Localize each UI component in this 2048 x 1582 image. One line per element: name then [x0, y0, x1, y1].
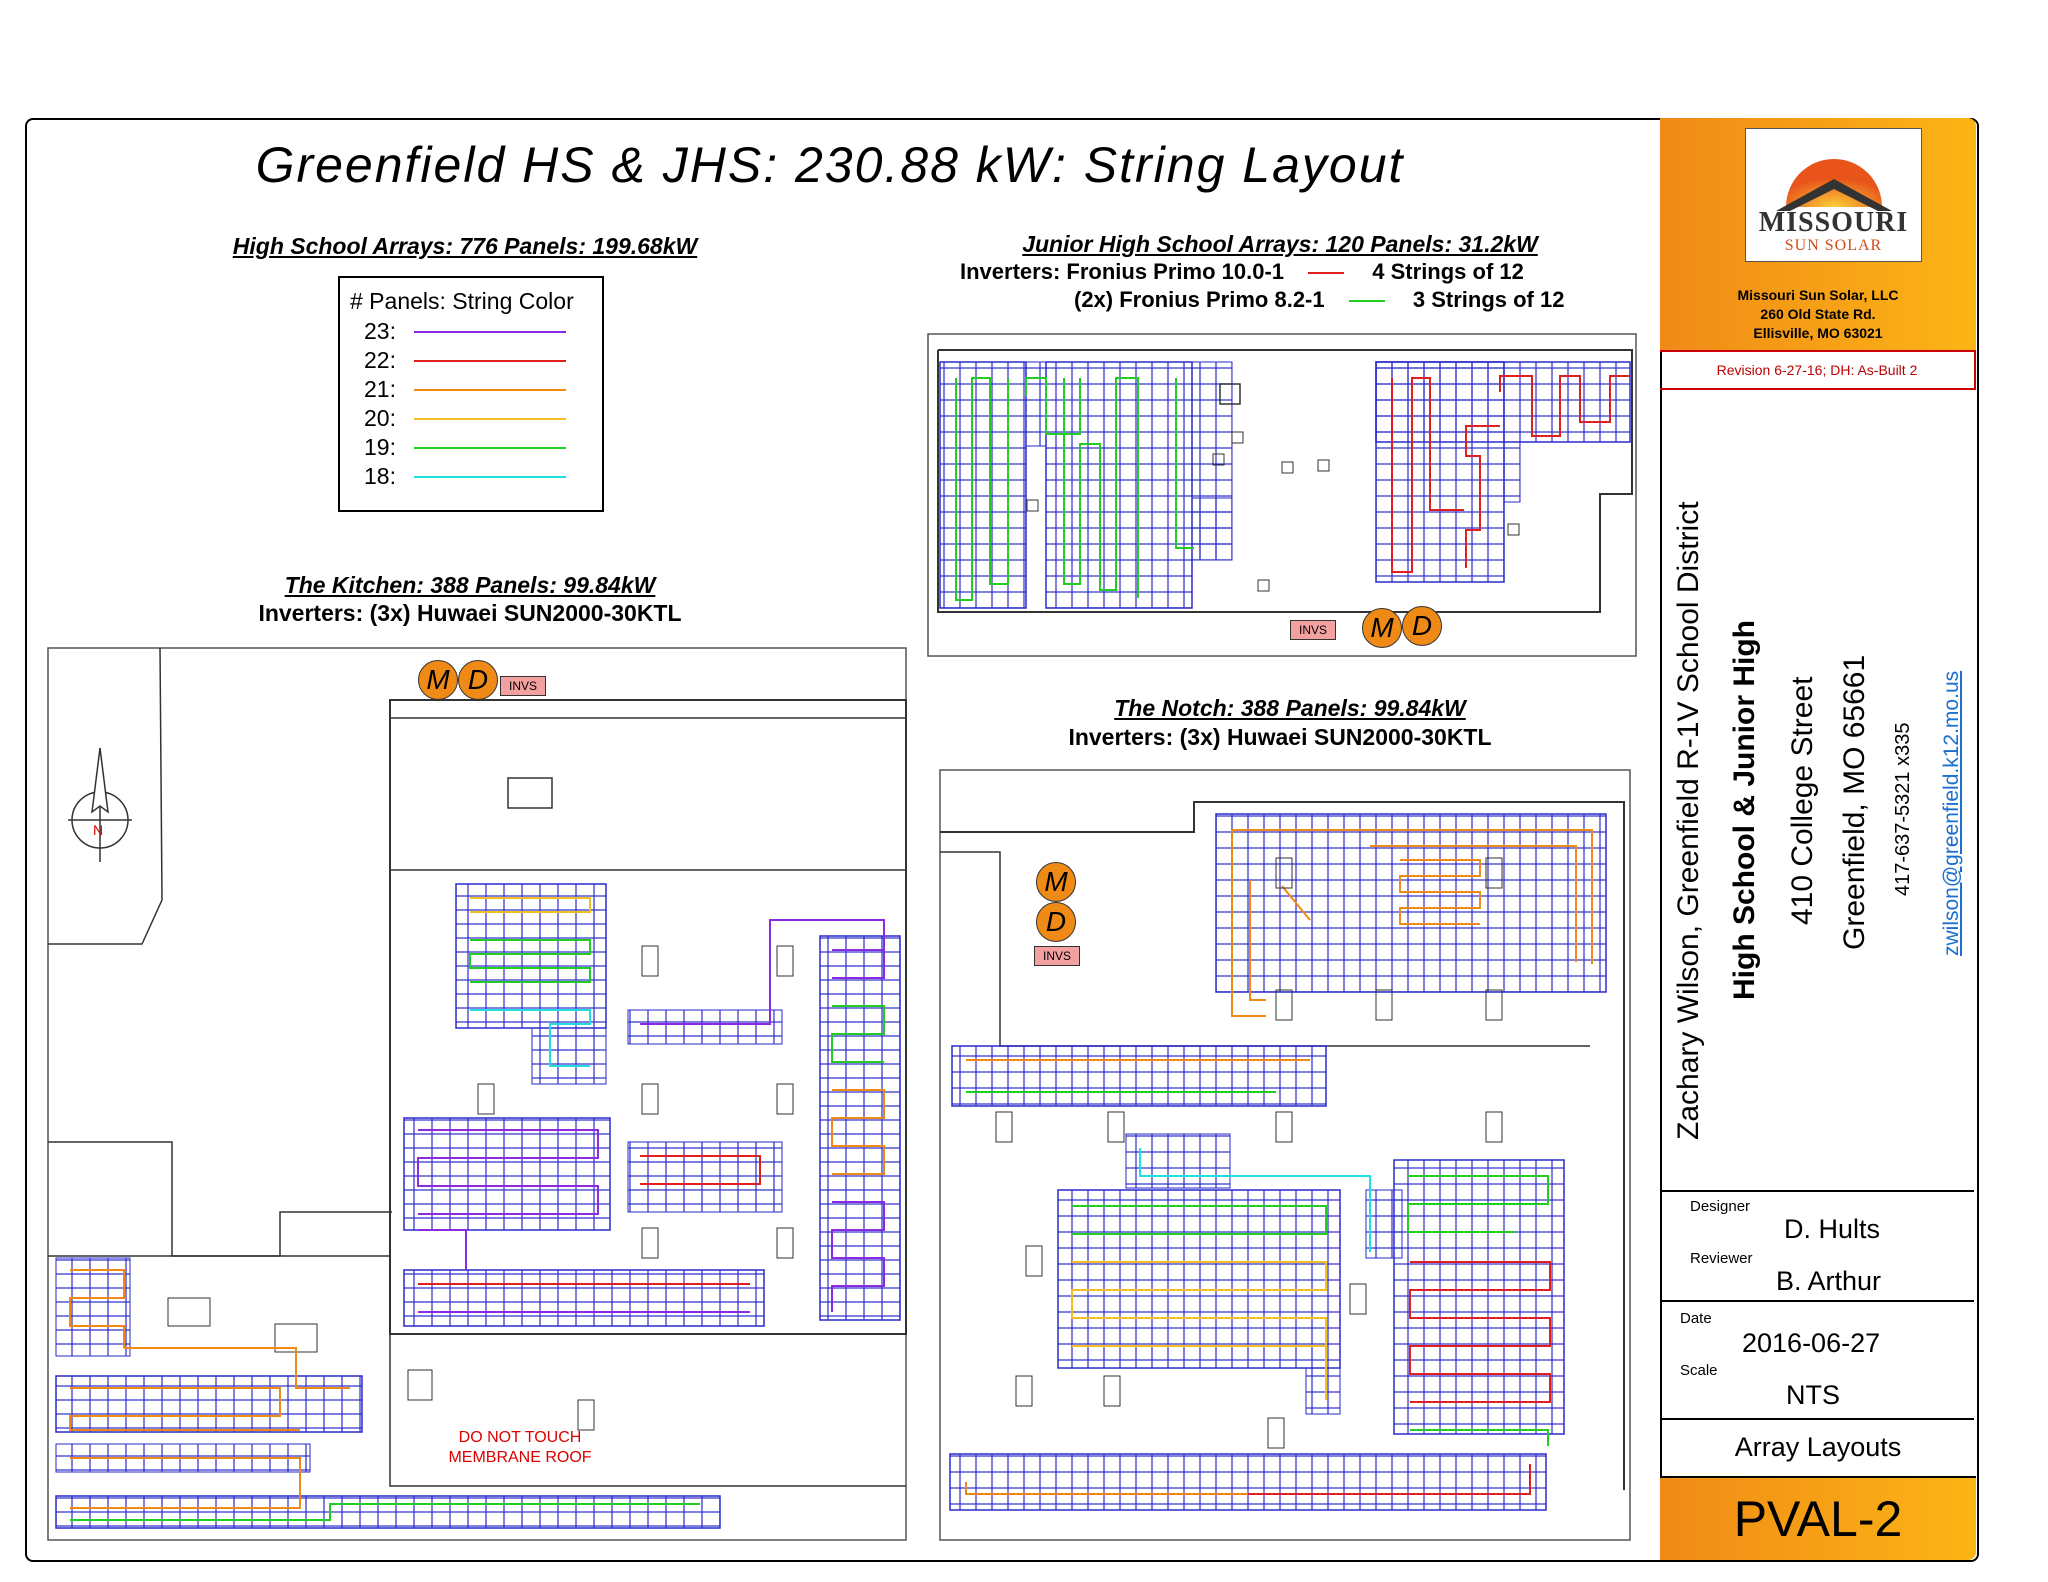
sheet-number: PVAL-2	[1660, 1476, 1976, 1560]
client-email-link[interactable]: zwilson@greenfield.k12.mo.us	[1940, 670, 1963, 956]
scale-value: NTS	[1786, 1380, 1840, 1410]
company-logo	[1745, 128, 1922, 262]
legend-count: 23:	[364, 318, 396, 344]
client-site: High School & Junior High	[1728, 620, 1761, 1000]
date-label: Date	[1680, 1310, 1712, 1327]
jhs-disconnect-icon: D	[1402, 606, 1442, 646]
notch-disconnect-icon: D	[1036, 902, 1076, 942]
junior-high-heading: Junior High School Arrays: 120 Panels: 31.2kW	[1022, 231, 1538, 257]
jhs-inverter-2-strings: 3 Strings of 12	[1412, 287, 1565, 312]
legend-count: 19:	[364, 434, 396, 460]
high-school-heading: High School Arrays: 776 Panels: 199.68kW	[232, 233, 698, 259]
north-arrow-icon	[68, 748, 132, 862]
company-address-2: Ellisville, MO 63021	[1753, 325, 1883, 341]
client-city: Greenfield, MO 65661	[1838, 654, 1871, 950]
kitchen-heading: The Kitchen: 388 Panels: 99.84kW	[284, 572, 656, 598]
company-name: Missouri Sun Solar, LLC	[1737, 287, 1899, 303]
legend-header: # Panels: String Color	[350, 288, 574, 314]
reviewer-value: B. Arthur	[1776, 1266, 1882, 1296]
jhs-inverter-box: INVS	[1290, 620, 1336, 640]
company-address	[1660, 286, 1976, 343]
legend-count: 20:	[364, 405, 396, 431]
kitchen-disconnect-icon: D	[458, 660, 498, 700]
logo-wordmark: MISSOURI	[1758, 207, 1909, 238]
jhs-roof-area	[928, 334, 1636, 656]
legend-count: 22:	[364, 347, 396, 373]
membrane-roof-warning: DO NOT TOUCH MEMBRANE ROOF	[448, 1429, 592, 1466]
legend-count: 18:	[364, 463, 396, 489]
notch-inverters: Inverters: (3x) Huwaei SUN2000-30KTL	[1068, 724, 1492, 750]
designer-value: D. Hults	[1784, 1214, 1881, 1244]
jhs-inverter-1-strings: 4 Strings of 12	[1372, 259, 1524, 284]
date-value: 2016-06-27	[1742, 1328, 1881, 1358]
scale-label: Scale	[1680, 1362, 1718, 1379]
jhs-inverter-label: Inverters:	[960, 259, 1061, 284]
legend-count: 21:	[364, 376, 396, 402]
kitchen-meter-icon: M	[418, 660, 458, 700]
reviewer-label: Reviewer	[1690, 1250, 1753, 1267]
client-contact: Zachary Wilson, Greenfield R-1V School District	[1672, 501, 1705, 1140]
page-title: Greenfield HS & JHS: 230.88 kW: String Layout	[255, 137, 1405, 193]
company-address-1: 260 Old State Rd.	[1760, 306, 1876, 322]
client-street: 410 College Street	[1786, 676, 1819, 925]
drawing-title: Array Layouts	[1734, 1432, 1902, 1462]
jhs-inverter-1: Fronius Primo 10.0-1	[1066, 259, 1285, 284]
jhs-inverter-2: (2x) Fronius Primo 8.2-1	[1074, 287, 1325, 312]
designer-label: Designer	[1690, 1198, 1751, 1215]
logo-tagline: SUN SOLAR	[1784, 237, 1883, 254]
kitchen-inverter-box: INVS	[500, 676, 546, 696]
kitchen-roof-area	[48, 648, 906, 1540]
notch-heading: The Notch: 388 Panels: 99.84kW	[1114, 695, 1466, 721]
client-phone: 417-637-5321 x335	[1892, 722, 1914, 896]
north-label: N	[93, 822, 104, 838]
kitchen-inverters: Inverters: (3x) Huwaei SUN2000-30KTL	[258, 600, 682, 626]
revision-note: Revision 6-27-16; DH: As-Built 2	[1660, 350, 1976, 390]
jhs-meter-icon: M	[1362, 608, 1402, 648]
notch-inverter-box: INVS	[1034, 946, 1080, 966]
notch-meter-icon: M	[1036, 862, 1076, 902]
